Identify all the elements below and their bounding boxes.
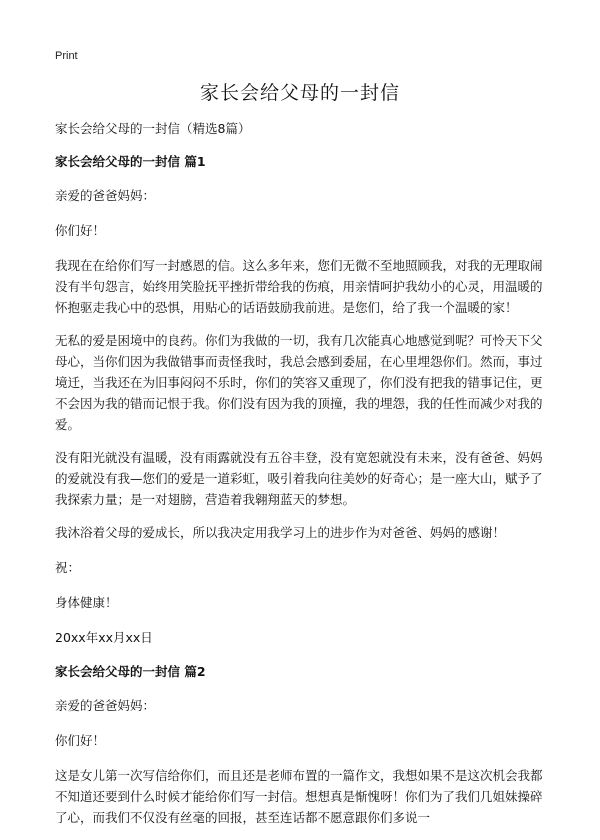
salutation: 亲爱的爸爸妈妈： [55, 698, 156, 713]
closing-wish: 身体健康！ [55, 595, 118, 610]
closing: 祝： [55, 560, 81, 575]
section-heading: 家长会给父母的一封信 篇1 [55, 154, 206, 169]
body-paragraph: 这是女儿第一次写信给你们，而且还是老师布置的一篇作文，我想如果不是这次机会我都不知道还要到什么时候才能给你们写一封信。想想真是惭愧呀！你们为了我们几姐妹操碎了心，而我们不仅没有丝毫的回报，甚至连话都不愿意跟你们多说一 [55, 768, 543, 825]
body-paragraph: 我现在在给你们写一封感恩的信。这么多年来，您们无微不至地照顾我，对我的无理取闹没有半句怨言，始终用笑脸抚平挫折带给我的伤痕，用亲情呵护我幼小的心灵，用温暖的怀抱驱走我心中的恐惧，用贴心的话语鼓励我前进。是您们，给了我一个温暖的家！ [55, 258, 543, 315]
greeting: 你们好！ [55, 223, 106, 238]
letter-section-2 [55, 662, 545, 828]
document-page [55, 78, 545, 840]
greeting: 你们好！ [55, 733, 106, 748]
salutation: 亲爱的爸爸妈妈： [55, 188, 156, 203]
document-subtitle: 家长会给父母的一封信（精选8篇） [55, 121, 251, 136]
letter-section-1 [55, 152, 545, 648]
section-heading: 家长会给父母的一封信 篇2 [55, 664, 206, 679]
body-paragraph: 无私的爱是困境中的良药。你们为我做的一切，我有几次能真心地感觉到呢？可怜天下父母心，当你们因为我做错事而责怪我时，我总会感到委屈，在心里埋怨你们。然而，事过境迁，当我还在为旧事闷闷不乐时，你们的笑容又重现了，你们没有把我的错事记住，更不会因为我的错而记恨于我。你们没有因为我的顶撞，我的埋怨，我的任性而减少对我的爱。 [55, 333, 543, 432]
letter-date: 20xx年xx月xx日 [55, 630, 153, 645]
body-paragraph: 没有阳光就没有温暖，没有雨露就没有五谷丰登，没有宽恕就没有未来，没有爸爸、妈妈的爱就没有我—您们的爱是一道彩虹，吸引着我向往美妙的好奇心；是一座大山，赋予了我探索力量；是一对翅膀，营造着我翱翔蓝天的梦想。 [55, 450, 543, 507]
body-paragraph: 我沐浴着父母的爱成长，所以我决定用我学习上的进步作为对爸爸、妈妈的感谢！ [55, 525, 506, 540]
page-title: 家长会给父母的一封信 [199, 82, 400, 104]
print-link[interactable]: Print [55, 50, 78, 62]
